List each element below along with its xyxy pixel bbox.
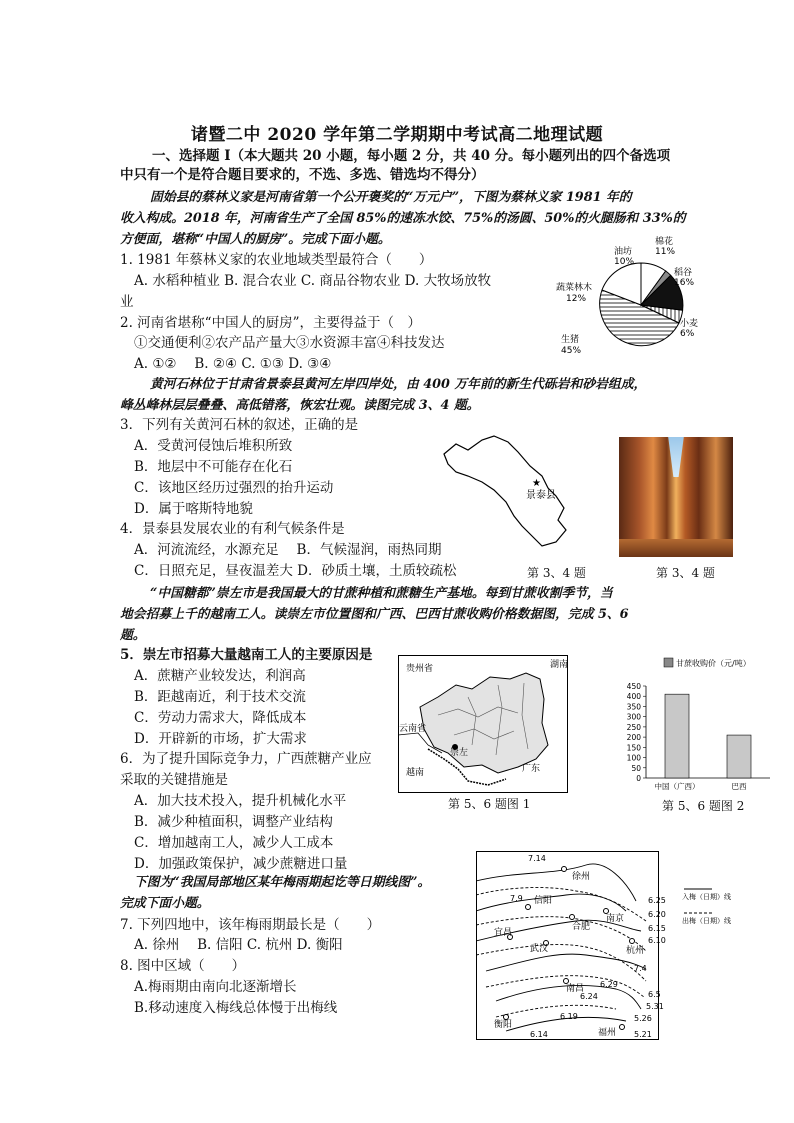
city-label: 信阳 xyxy=(534,896,553,906)
map-label: 湖南 xyxy=(550,660,568,670)
legend-label: 出梅（日期）线 xyxy=(682,917,731,925)
question-7-options: A. 徐州 B. 信阳 C. 杭州 D. 衡阳 xyxy=(134,937,343,953)
date-label: 6.5 xyxy=(648,990,661,999)
map-label: 越南 xyxy=(406,768,425,778)
question-4-options-row: A．河流流经，水源充足 B．气候湿润，雨热同期 xyxy=(134,542,442,558)
intro-paragraph-line: 固始县的蔡林义家是河南省第一个公开褒奖的“万元户”，下图为蔡林义家 1981 年的 xyxy=(150,190,632,205)
question-4-options-row: C．日照充足，昼夜温差大 D．砂质土壤，土质较疏松 xyxy=(134,563,457,579)
pie-label: 生猪 xyxy=(561,335,580,345)
bar xyxy=(665,694,689,778)
question-8-option: B.移动速度入梅线总体慢于出梅线 xyxy=(134,1000,338,1016)
map-label: 广东 xyxy=(522,764,541,774)
question-1-options: A. 水稻种植业 B. 混合农业 C. 商品谷物农业 D. 大牧场放牧 xyxy=(134,273,492,289)
page-title: 诸暨二中 2020 学年第二学期期中考试高二地理试题 xyxy=(190,125,604,145)
question-2-stem: 2. 河南省堪称“中国人的厨房”，主要得益于（ ） xyxy=(120,315,421,331)
pie-label: 小麦 xyxy=(680,319,699,329)
section-heading-cont: 中只有一个是符合题目要求的，不选、多选、错选均不得分） xyxy=(120,167,485,183)
guangxi-location-map xyxy=(398,655,568,793)
bar xyxy=(727,735,751,778)
section-heading: 一、选择题 I（本大题共 20 小题，每小题 2 分，共 40 分。每小题列出的四个备选项 xyxy=(152,148,671,164)
y-tick-label: 300 xyxy=(626,712,641,722)
question-3-stem: 3．下列有关黄河石林的叙述，正确的是 xyxy=(120,417,359,433)
pie-label: 6% xyxy=(680,329,695,339)
question-3-option: B．地层中不可能存在化石 xyxy=(134,459,293,475)
pie-label: 45% xyxy=(561,346,582,356)
question-6-option: A．加大技术投入，提升机械化水平 xyxy=(134,793,347,809)
y-tick-label: 400 xyxy=(626,692,641,702)
question-2-conditions: ①交通便利②农产品产量大③水资源丰富④科技发达 xyxy=(134,335,445,351)
city-label: 衡阳 xyxy=(494,1020,513,1030)
date-label: 6.15 xyxy=(648,924,666,933)
date-label: 6.25 xyxy=(648,896,666,905)
question-3-option: A．受黄河侵蚀后堆积所致 xyxy=(134,438,293,454)
y-tick-label: 0 xyxy=(636,774,641,783)
pie-label: 10% xyxy=(614,257,635,267)
question-1-options-wrap: 业 xyxy=(120,294,134,310)
date-label: 7.14 xyxy=(528,854,546,863)
question-1-stem: 1. 1981 年蔡林义家的农业地域类型最符合（ ） xyxy=(120,252,433,268)
city-label: 合肥 xyxy=(572,922,591,932)
question-5-option: A．蔗糖产业较发达，利润高 xyxy=(134,668,306,684)
question-3-option: D．属于喀斯特地貌 xyxy=(134,501,253,517)
date-label: 6.19 xyxy=(560,1012,578,1021)
map-label: 云南省 xyxy=(399,724,427,734)
legend-label: 入梅（日期）线 xyxy=(682,893,731,901)
y-tick-label: 200 xyxy=(626,733,641,743)
y-tick-label: 50 xyxy=(631,763,641,773)
date-label: 6.14 xyxy=(530,1030,548,1039)
question-6-option: C．增加越南工人，减少人工成本 xyxy=(134,835,334,851)
map-label: 景泰县 xyxy=(526,490,556,501)
intro-paragraph-line: 收入构成。2018 年，河南省生产了全国 85%的速冻水饺、75%的汤圆、50%的火腿肠和 33%的 xyxy=(120,211,686,226)
city-label: 武汉 xyxy=(530,944,549,954)
date-label: 6.10 xyxy=(648,936,666,945)
pie-label: 蔬菜林木 xyxy=(556,283,593,293)
question-3-option: C．该地区经历过强烈的抬升运动 xyxy=(134,480,334,496)
question-8-stem: 8. 图中区域（ ） xyxy=(120,958,246,974)
question-6-option: D．加强政策保护，减少蔗糖进口量 xyxy=(134,856,348,872)
pie-label: 11% xyxy=(655,247,676,257)
intro-paragraph-line: “中国糖都”崇左市是我国最大的甘蔗种植和蔗糖生产基地。每到甘蔗收割季节，当 xyxy=(150,586,613,601)
intro-paragraph-line: 黄河石林位于甘肃省景泰县黄河左岸四岸处，由 400 万年前的新生代砾岩和砂岩组成， xyxy=(150,377,647,392)
city-label: 徐州 xyxy=(572,872,591,882)
city-label: 杭州 xyxy=(626,946,645,956)
gansu-map xyxy=(438,432,598,564)
x-tick-label: 中国（广西） xyxy=(654,782,700,791)
map-label: 贵州省 xyxy=(406,664,434,674)
pie-label: 油坊 xyxy=(614,247,633,257)
question-4-stem: 4．景泰县发展农业的有利气候条件是 xyxy=(120,521,345,537)
question-6-stem: 6．为了提升国际竞争力，广西蔗糖产业应 xyxy=(120,751,372,767)
city-label: 福州 xyxy=(598,1028,617,1038)
income-pie-chart xyxy=(556,232,706,360)
figure-caption: 第 3、4 题 xyxy=(527,566,586,580)
star-icon: ★ xyxy=(532,478,541,489)
figure-caption: 第 3、4 题 xyxy=(656,566,715,580)
intro-paragraph-line: 题。 xyxy=(120,628,146,643)
intro-paragraph-line: 下图为“我国局部地区某年梅雨期起讫等日期线图”。 xyxy=(134,875,431,890)
pie-label: 16% xyxy=(674,278,695,288)
date-label: 7.4 xyxy=(634,964,647,973)
date-label: 5.26 xyxy=(634,1014,652,1023)
intro-paragraph-line: 峰丛峰林层层叠叠、高低错落，恢宏壮观。读图完成 3、4 题。 xyxy=(120,398,480,413)
question-5-option: C．劳动力需求大，降低成本 xyxy=(134,710,307,726)
city-label: 宜昌 xyxy=(494,928,513,938)
date-label: 6.29 xyxy=(600,980,618,989)
intro-paragraph-line: 完成下面小题。 xyxy=(120,896,210,911)
question-6-stem-cont: 采取的关键措施是 xyxy=(120,772,228,788)
city-label: 南京 xyxy=(606,914,625,924)
question-5-stem: 5．崇左市招募大量越南工人的主要原因是 xyxy=(120,647,373,663)
question-2-options: A. ①② B. ②④ C. ①③ D. ③④ xyxy=(134,356,332,372)
date-label: 6.24 xyxy=(580,992,598,1001)
city-label: 南昌 xyxy=(566,984,585,994)
date-label: 5.21 xyxy=(634,1030,652,1039)
y-tick-label: 100 xyxy=(626,753,641,763)
pie-label: 12% xyxy=(566,294,587,304)
pie-label: 稻谷 xyxy=(674,268,693,278)
y-tick-label: 150 xyxy=(626,743,641,753)
question-8-option: A.梅雨期由南向北逐渐增长 xyxy=(134,979,297,995)
y-tick-label: 450 xyxy=(626,682,641,691)
intro-paragraph-line: 地会招募上千的越南工人。读崇左市位置图和广西、巴西甘蔗收购价格数据图，完成 5、6 xyxy=(120,607,629,622)
date-label: 7.9 xyxy=(510,894,523,903)
pie-label: 棉花 xyxy=(655,237,674,247)
y-tick-label: 350 xyxy=(626,702,641,712)
date-label: 6.20 xyxy=(648,910,666,919)
sugarcane-price-chart xyxy=(620,652,780,796)
y-tick-label: 250 xyxy=(626,722,641,732)
legend-label: 甘蔗收购价（元/吨） xyxy=(676,659,751,668)
question-5-option: B．距越南近，利于技术交流 xyxy=(134,689,306,705)
figure-caption: 第 5、6 题图 1 xyxy=(448,797,531,811)
date-label: 5.31 xyxy=(646,1002,664,1011)
legend-swatch xyxy=(664,658,673,667)
question-5-option: D．开辟新的市场，扩大需求 xyxy=(134,731,307,747)
stone-forest-photo xyxy=(619,437,733,557)
x-tick-label: 巴西 xyxy=(731,782,747,791)
meiyu-date-line-map xyxy=(476,851,742,1041)
map-label: 崇左 xyxy=(450,748,469,758)
question-7-stem: 7. 下列四地中，该年梅雨期最长是（ ） xyxy=(120,917,381,933)
figure-caption: 第 5、6 题图 2 xyxy=(662,799,745,813)
intro-paragraph-line: 方便面，堪称“中国人的厨房”。完成下面小题。 xyxy=(120,232,391,247)
question-6-option: B．减少种植面积，调整产业结构 xyxy=(134,814,333,830)
